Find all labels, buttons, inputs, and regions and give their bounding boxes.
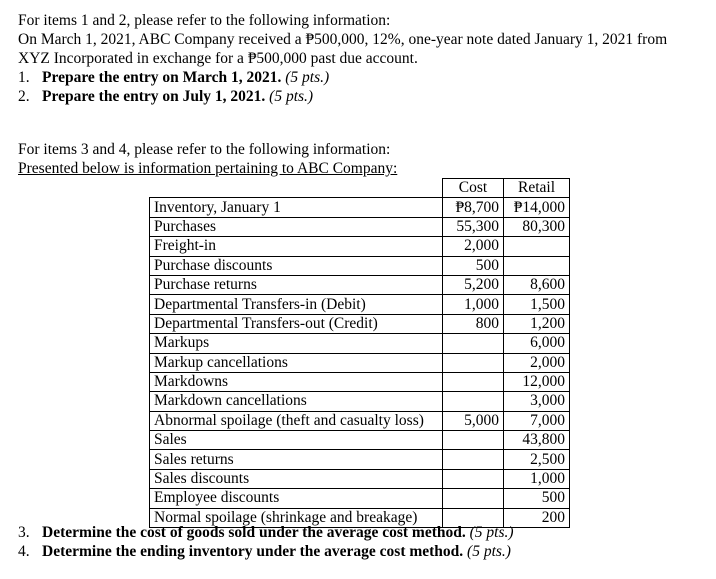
row-label: Purchase returns <box>150 275 443 294</box>
retail-cell: 2,000 <box>504 353 570 372</box>
question-number: 2. <box>18 88 30 105</box>
cost-cell <box>443 334 504 353</box>
table-row <box>150 256 570 275</box>
retail-cell: 80,300 <box>504 217 570 236</box>
cost-cell <box>443 450 504 469</box>
retail-cell <box>504 237 570 256</box>
retail-header: Retail <box>504 179 570 198</box>
cost-cell <box>443 392 504 411</box>
retail-cell: 200 <box>504 508 570 527</box>
row-label: Freight-in <box>150 237 443 256</box>
note-info-line-1: On March 1, 2021, ABC Company received a ₱500,000, 12%, one-year note dated January 1, 2021 from <box>18 31 668 48</box>
cost-cell: 5,200 <box>443 275 504 294</box>
question-number: 1. <box>18 69 30 86</box>
table-row <box>150 353 570 372</box>
retail-cell: 12,000 <box>504 372 570 391</box>
cost-cell: 1,000 <box>443 295 504 314</box>
question-points: (5 pts.) <box>269 88 314 105</box>
items-3-4-intro: For items 3 and 4, please refer to the following information: <box>18 141 391 158</box>
question-item-1 <box>18 68 667 87</box>
question-number: 3. <box>18 524 30 541</box>
cost-cell <box>443 469 504 488</box>
cost-cell <box>443 431 504 450</box>
row-label: Abnormal spoilage (theft and casualty loss) <box>150 411 443 430</box>
row-label: Inventory, January 1 <box>150 198 443 217</box>
retail-cell: 8,600 <box>504 275 570 294</box>
table-header-row <box>150 179 570 198</box>
cost-cell: 800 <box>443 314 504 333</box>
table-row <box>150 217 570 236</box>
question-points: (5 pts.) <box>467 543 511 560</box>
cost-header: Cost <box>443 179 504 198</box>
retail-cell <box>504 256 570 275</box>
table-row <box>150 372 570 391</box>
table-row <box>150 334 570 353</box>
inventory-info-table <box>149 178 570 528</box>
row-label: Departmental Transfers-in (Debit) <box>150 295 443 314</box>
items-3-4-section <box>18 140 397 178</box>
table-row <box>150 469 570 488</box>
row-label: Normal spoilage (shrinkage and breakage) <box>150 508 443 527</box>
row-label: Purchases <box>150 217 443 236</box>
retail-cell: 1,200 <box>504 314 570 333</box>
question-text: Determine the cost of goods sold under the average cost method. <box>42 524 466 541</box>
question-number: 4. <box>18 543 30 560</box>
presented-line: Presented below is information pertaining to ABC Company: <box>18 160 398 177</box>
items-3-4-questions <box>18 523 514 561</box>
question-item-2 <box>18 87 667 106</box>
cost-cell: 500 <box>443 256 504 275</box>
row-label: Purchase discounts <box>150 256 443 275</box>
retail-cell: 1,500 <box>504 295 570 314</box>
question-text: Determine the ending inventory under the average cost method. <box>42 543 464 560</box>
cost-cell: 55,300 <box>443 217 504 236</box>
retail-cell: 500 <box>504 489 570 508</box>
row-label: Markup cancellations <box>150 353 443 372</box>
table-row <box>150 275 570 294</box>
question-text: Prepare the entry on March 1, 2021. <box>42 69 282 86</box>
cost-cell: 5,000 <box>443 411 504 430</box>
cost-cell: 2,000 <box>443 237 504 256</box>
row-label: Markdown cancellations <box>150 392 443 411</box>
row-label: Departmental Transfers-out (Credit) <box>150 314 443 333</box>
table-row <box>150 295 570 314</box>
retail-cell: 1,000 <box>504 469 570 488</box>
table-row <box>150 198 570 217</box>
row-label: Markups <box>150 334 443 353</box>
retail-cell: 43,800 <box>504 431 570 450</box>
cost-cell <box>443 489 504 508</box>
retail-cell: 3,000 <box>504 392 570 411</box>
row-label: Sales <box>150 431 443 450</box>
retail-cell: ₱14,000 <box>504 198 570 217</box>
table-row <box>150 411 570 430</box>
cost-cell <box>443 372 504 391</box>
table-row <box>150 314 570 333</box>
question-points: (5 pts.) <box>285 69 330 86</box>
table-row <box>150 392 570 411</box>
cost-cell <box>443 353 504 372</box>
question-item-4 <box>18 542 514 561</box>
items-1-2-intro: For items 1 and 2, please refer to the following information: <box>18 12 391 29</box>
cost-cell: ₱8,700 <box>443 198 504 217</box>
row-label: Sales returns <box>150 450 443 469</box>
retail-cell: 2,500 <box>504 450 570 469</box>
row-label: Employee discounts <box>150 489 443 508</box>
row-label: Markdowns <box>150 372 443 391</box>
note-info-line-2: XYZ Incorporated in exchange for a ₱500,000 past due account. <box>18 50 418 67</box>
question-text: Prepare the entry on July 1, 2021. <box>42 88 266 105</box>
table-row <box>150 237 570 256</box>
table-row <box>150 450 570 469</box>
row-label: Sales discounts <box>150 469 443 488</box>
items-1-2-section <box>18 11 667 106</box>
question-item-3 <box>18 523 514 542</box>
retail-cell: 7,000 <box>504 411 570 430</box>
table-row <box>150 489 570 508</box>
question-points: (5 pts.) <box>469 524 514 541</box>
table-row <box>150 431 570 450</box>
retail-cell: 6,000 <box>504 334 570 353</box>
